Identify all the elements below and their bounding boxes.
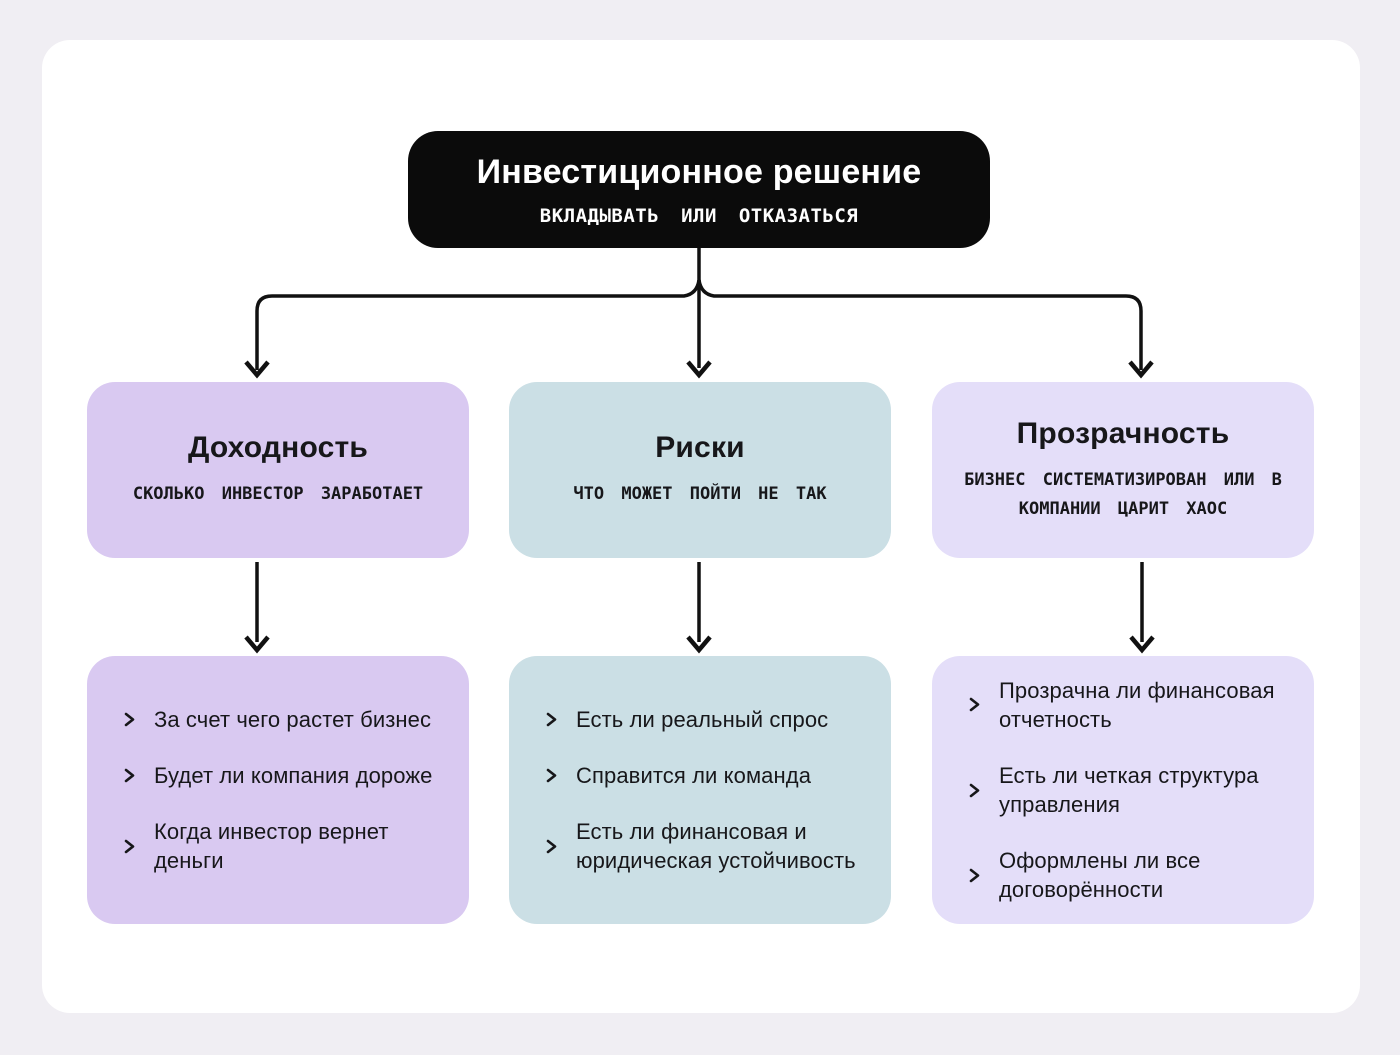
checklist-node-profitability	[87, 656, 469, 924]
list-item	[545, 705, 863, 734]
list-item-text: Прозрачна ли финансовая отчетность	[999, 677, 1275, 732]
checklist-node-risks	[509, 656, 891, 924]
chevron-bullet-icon	[123, 711, 136, 728]
list-item-text: За счет чего растет бизнес	[154, 706, 432, 732]
root-subtitle: ВКЛАДЫВАТЬ ИЛИ ОТКАЗАТЬСЯ	[539, 204, 859, 227]
list-item	[545, 761, 863, 790]
checklist-node-transparency	[932, 656, 1314, 924]
chevron-bullet-icon	[968, 696, 981, 713]
list-item	[123, 761, 441, 790]
list-item	[545, 817, 863, 875]
list-item	[968, 761, 1286, 819]
list-item-text: Есть ли реальный спрос	[576, 706, 829, 732]
chevron-bullet-icon	[545, 711, 558, 728]
category-node-risks	[509, 382, 891, 558]
list-item	[968, 676, 1286, 734]
list-item-text: Справится ли команда	[576, 762, 812, 788]
list-item-text: Есть ли финансовая и юридическая устойчивость	[576, 819, 856, 874]
category-subtitle: СКОЛЬКО ИНВЕСТОР ЗАРАБОТАЕТ	[132, 484, 424, 505]
category-title: Риски	[655, 431, 745, 465]
category-node-profitability	[87, 382, 469, 558]
chevron-bullet-icon	[123, 838, 136, 855]
root-title: Инвестиционное решение	[476, 152, 922, 191]
category-title: Доходность	[187, 431, 369, 465]
chevron-bullet-icon	[968, 867, 981, 884]
category-subtitle: ЧТО МОЖЕТ ПОЙТИ НЕ ТАК	[573, 484, 827, 505]
category-subtitle: БИЗНЕС СИСТЕМАТИЗИРОВАН ИЛИ В КОМПАНИИ ЦАРИТ ХАОС	[964, 470, 1282, 519]
chevron-bullet-icon	[545, 838, 558, 855]
chevron-bullet-icon	[545, 767, 558, 784]
list-item-text: Есть ли четкая структура управления	[999, 762, 1259, 817]
root-node-investment-decision	[408, 131, 990, 248]
list-item	[123, 705, 441, 734]
chevron-bullet-icon	[123, 767, 136, 784]
list-item	[123, 817, 441, 875]
list-item-text: Оформлены ли все договорённости	[999, 848, 1201, 903]
list-item-text: Будет ли компания дороже	[154, 762, 433, 788]
category-title: Прозрачность	[1016, 417, 1230, 451]
category-node-transparency	[932, 382, 1314, 558]
list-item	[968, 846, 1286, 904]
list-item-text: Когда инвестор вернет деньги	[154, 819, 389, 874]
chevron-bullet-icon	[968, 782, 981, 799]
